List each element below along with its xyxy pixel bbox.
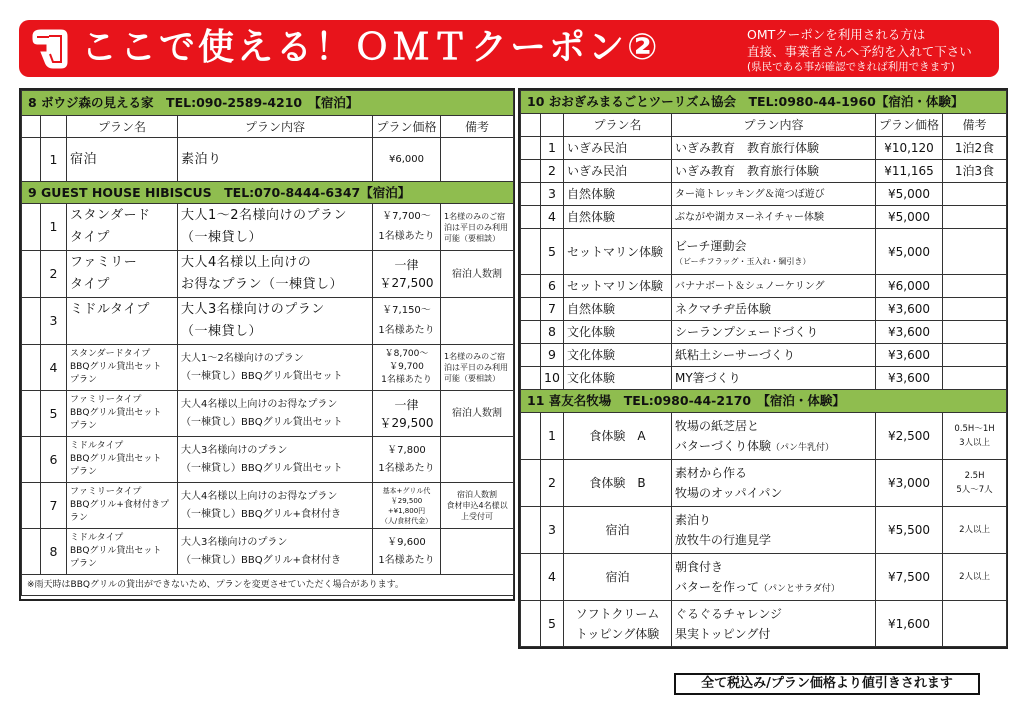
plan-name: ミドルタイプ xyxy=(70,441,124,451)
remarks: 0.5H～1H xyxy=(954,424,995,434)
plan-price: ¥3,600 xyxy=(876,321,943,344)
plan-content-detail: （ビーチフラッグ・玉入れ・綱引き） xyxy=(675,257,811,266)
plan-name: 文化体験 xyxy=(564,344,672,367)
plan-content: （一棟貸し） xyxy=(181,230,263,245)
plan-content: 朝食付き xyxy=(675,560,724,574)
table-row xyxy=(521,160,1007,183)
plan-content: ぐるぐるチャレンジ xyxy=(675,606,783,621)
table-row xyxy=(521,137,1007,160)
plan-name: BBQグリル貸出セット xyxy=(70,408,162,418)
plan-content: （一棟貸し）BBQグリル貸出セット xyxy=(181,462,343,474)
plan-name: セットマリン体験 xyxy=(564,229,672,275)
row-number: 4 xyxy=(541,206,564,229)
table-row xyxy=(22,345,514,391)
plan-content: 牧場のオッパイパン xyxy=(675,486,783,500)
section-title: 8 ボウジ森の見える家 TEL:090-2589-4210 【宿泊】 xyxy=(22,91,514,116)
plan-price-unit: 1名様あたり xyxy=(378,231,435,242)
table-row xyxy=(521,344,1007,367)
plan-name: BBQグリル貸出セット xyxy=(70,362,162,372)
plan-name: いぎみ民泊 xyxy=(564,137,672,160)
plan-price: 一律 xyxy=(394,258,419,272)
remarks: 5人～7人 xyxy=(956,485,993,495)
row-number: 9 xyxy=(541,344,564,367)
plan-name: 宿泊 xyxy=(564,507,672,554)
plan-content: ネクマチヂ岳体験 xyxy=(672,298,876,321)
table-row xyxy=(521,206,1007,229)
plan-price-unit: 1名様あたり xyxy=(378,325,435,336)
header-plan-content: プラン内容 xyxy=(672,114,876,137)
plan-name: BBQグリル+食材付きプ xyxy=(70,500,169,510)
table-header-row xyxy=(521,114,1007,137)
remarks: 3人以上 xyxy=(959,438,990,448)
plan-price: ￥29,500 xyxy=(390,496,423,505)
remarks: 泊は平日のみ利用 xyxy=(444,363,508,372)
plan-name: スタンダードタイプ xyxy=(70,349,151,359)
banner-note xyxy=(747,26,972,74)
plan-name: セットマリン体験 xyxy=(564,275,672,298)
plan-price: 基本+グリル代 xyxy=(382,486,431,495)
table-row xyxy=(521,183,1007,206)
plan-name: 食体験 A xyxy=(564,413,672,460)
plan-name: 自然体験 xyxy=(564,298,672,321)
plan-price: 一律 xyxy=(394,397,419,412)
table-row xyxy=(22,251,514,298)
pointing-hand-icon xyxy=(31,26,77,72)
plan-content: ビーチ運動会 xyxy=(675,239,747,253)
right-panel xyxy=(518,88,1008,649)
plan-content: バナナボート＆シュノーケリング xyxy=(672,275,876,298)
header-plan-content: プラン内容 xyxy=(178,116,373,138)
remarks: 上受付可 xyxy=(461,512,494,521)
remarks: 食材申込4名様以 xyxy=(446,501,508,510)
plan-price: ¥7,500 xyxy=(876,554,943,601)
header-price: プラン価格 xyxy=(876,114,943,137)
plan-name: タイプ xyxy=(70,277,110,292)
header-plan-name: プラン名 xyxy=(564,114,672,137)
table-row xyxy=(521,601,1007,647)
plan-content: 大人3名様向けのプラン xyxy=(181,444,288,456)
table-row xyxy=(521,275,1007,298)
plan-name: プラン xyxy=(70,467,98,477)
header-remarks: 備考 xyxy=(943,114,1007,137)
plan-price: ¥10,120 xyxy=(876,137,943,160)
plan-price-unit: 1名様あたり xyxy=(381,375,432,385)
plan-content: 紙粘土シーサーづくり xyxy=(672,344,876,367)
plan-content: 大人4名様以上向けのお得なプラン xyxy=(181,490,338,502)
header-remarks: 備考 xyxy=(441,116,514,138)
row-number: 8 xyxy=(41,529,67,575)
plan-name: 自然体験 xyxy=(564,183,672,206)
plan-content: お得なプラン（一棟貸し） xyxy=(181,277,344,292)
row-number: 5 xyxy=(541,229,564,275)
plan-price: ￥9,600 xyxy=(387,536,426,548)
plan-content: 果実トッピング付 xyxy=(675,626,771,641)
plan-price: ¥5,500 xyxy=(876,507,943,554)
remarks: 1泊2食 xyxy=(943,137,1007,160)
page-title: ここで使える！ＯＭＴクーポン② xyxy=(81,27,661,68)
table-row xyxy=(521,367,1007,390)
footnote: ※雨天時はBBQグリルの貸出ができないため、プランを変更させていただく場合があります。 xyxy=(22,575,514,596)
table-row xyxy=(22,437,514,483)
plan-content: 放牧牛の行進見学 xyxy=(675,533,772,547)
plan-content: （一棟貸し） xyxy=(181,324,263,339)
plan-price: ¥6,000 xyxy=(876,275,943,298)
remarks: 2.5H xyxy=(964,471,985,481)
plan-content-detail: （パン牛乳付） xyxy=(771,443,835,453)
left-table xyxy=(21,90,514,596)
row-number: 4 xyxy=(541,554,564,601)
row-number: 4 xyxy=(41,345,67,391)
plan-content: 素泊り xyxy=(178,138,373,182)
table-row xyxy=(521,298,1007,321)
table-note-row xyxy=(22,575,514,596)
row-number: 7 xyxy=(541,298,564,321)
plan-content: 大人1～2名様向けのプラン xyxy=(181,352,304,364)
remarks: 宿泊人数割 xyxy=(441,251,514,298)
header-price: プラン価格 xyxy=(373,116,441,138)
remarks: 宿泊人数割 xyxy=(441,391,514,437)
right-table xyxy=(520,90,1007,647)
remarks: 1泊3食 xyxy=(943,160,1007,183)
plan-price: ¥5,000 xyxy=(876,183,943,206)
banner-note-line: OMTクーポンを利用される方は xyxy=(747,27,926,42)
plan-content-detail: （パンとサラダ付） xyxy=(759,584,840,594)
row-number: 3 xyxy=(41,298,67,345)
plan-name: BBQグリル貸出セット xyxy=(70,546,162,556)
plan-price: ¥3,600 xyxy=(876,298,943,321)
plan-name: スタンダード xyxy=(70,208,151,223)
row-number: 7 xyxy=(41,483,67,529)
section-title: 9 GUEST HOUSE HIBISCUS TEL:070-8444-6347【宿泊】 xyxy=(22,182,514,204)
table-row xyxy=(22,204,514,251)
row-number: 3 xyxy=(541,183,564,206)
remarks: 2人以上 xyxy=(943,554,1007,601)
plan-price: ¥5,000 xyxy=(876,229,943,275)
plan-content: 大人3名様向けのプラン xyxy=(181,302,325,317)
table-row xyxy=(521,413,1007,460)
section-header-8 xyxy=(22,91,514,116)
section-title: 11 喜友名牧場 TEL:0980-44-2170 【宿泊・体験】 xyxy=(521,390,1007,413)
plan-content: ター滝トレッキング＆滝つぼ遊び xyxy=(672,183,876,206)
plan-name: BBQグリル貸出セット xyxy=(70,454,162,464)
plan-price: ￥8,700～ xyxy=(384,349,429,359)
plan-price: ￥7,700～ xyxy=(382,211,431,222)
plan-price: ¥3,000 xyxy=(876,460,943,507)
plan-price: ¥2,500 xyxy=(876,413,943,460)
plan-name: トッピング体験 xyxy=(575,626,660,641)
plan-name: 宿泊 xyxy=(564,554,672,601)
table-header-row xyxy=(22,116,514,138)
row-number: 1 xyxy=(41,204,67,251)
section-title: 10 おおぎみまるごとツーリズム協会 TEL:0980-44-1960【宿泊・体験】 xyxy=(521,91,1007,114)
plan-name: ファミリー xyxy=(70,255,138,270)
plan-price: ￥7,800 xyxy=(387,444,426,456)
table-row xyxy=(22,529,514,575)
plan-name: ミドルタイプ xyxy=(70,533,124,543)
plan-price: ￥27,500 xyxy=(379,276,434,290)
plan-price: ￥9,700 xyxy=(389,362,424,372)
row-number: 2 xyxy=(541,160,564,183)
plan-price: +¥1,800円 xyxy=(387,506,426,515)
table-row xyxy=(521,460,1007,507)
plan-name: 文化体験 xyxy=(564,367,672,390)
plan-price: ¥3,600 xyxy=(876,367,943,390)
plan-price-unit: 1名様あたり xyxy=(378,462,435,474)
plan-content: 牧場の紙芝居と xyxy=(675,419,760,433)
section-header-9 xyxy=(22,182,514,204)
plan-content: いぎみ教育 教育旅行体験 xyxy=(672,160,876,183)
remarks: 1名様のみのご宿 xyxy=(444,211,506,221)
banner-note-line: (県民である事が確認できれば利用できます) xyxy=(747,61,955,73)
table-row xyxy=(22,298,514,345)
plan-name: 食体験 B xyxy=(564,460,672,507)
row-number: 8 xyxy=(541,321,564,344)
table-row xyxy=(521,229,1007,275)
remarks: 可能（要相談） xyxy=(444,374,500,383)
row-number: 1 xyxy=(41,138,67,182)
table-row xyxy=(22,483,514,529)
row-number: 5 xyxy=(41,391,67,437)
table-row xyxy=(521,554,1007,601)
row-number: 3 xyxy=(541,507,564,554)
plan-content: いぎみ教育 教育旅行体験 xyxy=(672,137,876,160)
plan-content: バターづくり体験 xyxy=(675,439,772,453)
plan-content: （一棟貸し）BBQグリル貸出セット xyxy=(181,416,343,428)
header-plan-name: プラン名 xyxy=(67,116,178,138)
plan-price: ¥1,600 xyxy=(876,601,943,647)
table-row xyxy=(521,507,1007,554)
table-row xyxy=(22,391,514,437)
plan-content: 素材から作る xyxy=(675,466,748,480)
tax-note: 全て税込み/プラン価格より値引きされます xyxy=(674,673,980,695)
plan-content: 大人4名様以上向けのお得なプラン xyxy=(181,398,338,410)
plan-name: ソフトクリーム xyxy=(575,606,660,621)
section-header-11 xyxy=(521,390,1007,413)
plan-content: バターを作って xyxy=(675,580,760,594)
row-number: 10 xyxy=(541,367,564,390)
plan-price: ¥5,000 xyxy=(876,206,943,229)
remarks: 1名様のみのご宿 xyxy=(444,352,506,361)
plan-content: 大人3名様向けのプラン xyxy=(181,536,288,548)
section-header-10 xyxy=(521,91,1007,114)
plan-price-unit: 1名様あたり xyxy=(378,554,435,566)
row-number: 1 xyxy=(541,413,564,460)
plan-name: ファミリータイプ xyxy=(70,395,142,405)
plan-content: MY箸づくり xyxy=(672,367,876,390)
plan-content: （一棟貸し）BBQグリル貸出セット xyxy=(181,370,343,382)
plan-price: ￥7,150～ xyxy=(382,305,431,316)
plan-name: 宿泊 xyxy=(67,138,178,182)
row-number: 2 xyxy=(541,460,564,507)
plan-name: ミドルタイプ xyxy=(70,302,150,317)
plan-price-unit: （人/食材代金） xyxy=(380,516,433,525)
plan-name: ファミリータイプ xyxy=(70,487,142,497)
row-number: 2 xyxy=(41,251,67,298)
plan-price: ￥29,500 xyxy=(379,415,434,430)
plan-content: シーランプシェードづくり xyxy=(672,321,876,344)
plan-name: プラン xyxy=(70,375,98,385)
plan-content: ぶながや湖カヌーネイチャー体験 xyxy=(672,206,876,229)
plan-price: ¥6,000 xyxy=(373,138,441,182)
remarks: 2人以上 xyxy=(943,507,1007,554)
remarks: 泊は平日のみ利用 xyxy=(444,222,508,232)
plan-name: ラン xyxy=(70,513,89,523)
left-panel xyxy=(19,88,515,601)
plan-name: いぎみ民泊 xyxy=(564,160,672,183)
table-row xyxy=(521,321,1007,344)
remarks: 可能（要相談） xyxy=(444,233,500,243)
plan-name: プラン xyxy=(70,559,98,569)
plan-name: 文化体験 xyxy=(564,321,672,344)
plan-price: ¥3,600 xyxy=(876,344,943,367)
row-number: 5 xyxy=(541,601,564,647)
row-number: 1 xyxy=(541,137,564,160)
remarks: 宿泊人数割 xyxy=(457,490,498,499)
plan-name: タイプ xyxy=(70,230,110,245)
row-number: 6 xyxy=(41,437,67,483)
plan-content: 素泊り xyxy=(675,513,712,527)
plan-content: 大人1～2名様向けのプラン xyxy=(181,208,348,223)
table-row xyxy=(22,138,514,182)
plan-name: プラン xyxy=(70,421,98,431)
plan-content: 大人4名様以上向けの xyxy=(181,255,312,270)
header-banner xyxy=(19,20,999,77)
plan-content: （一棟貸し）BBQグリル+食材付き xyxy=(181,554,341,566)
banner-note-line: 直接、事業者さんへ予約を入れて下さい xyxy=(747,44,972,59)
plan-name: 自然体験 xyxy=(564,206,672,229)
row-number: 6 xyxy=(541,275,564,298)
plan-price: ¥11,165 xyxy=(876,160,943,183)
plan-content: （一棟貸し）BBQグリル+食材付き xyxy=(181,508,341,520)
